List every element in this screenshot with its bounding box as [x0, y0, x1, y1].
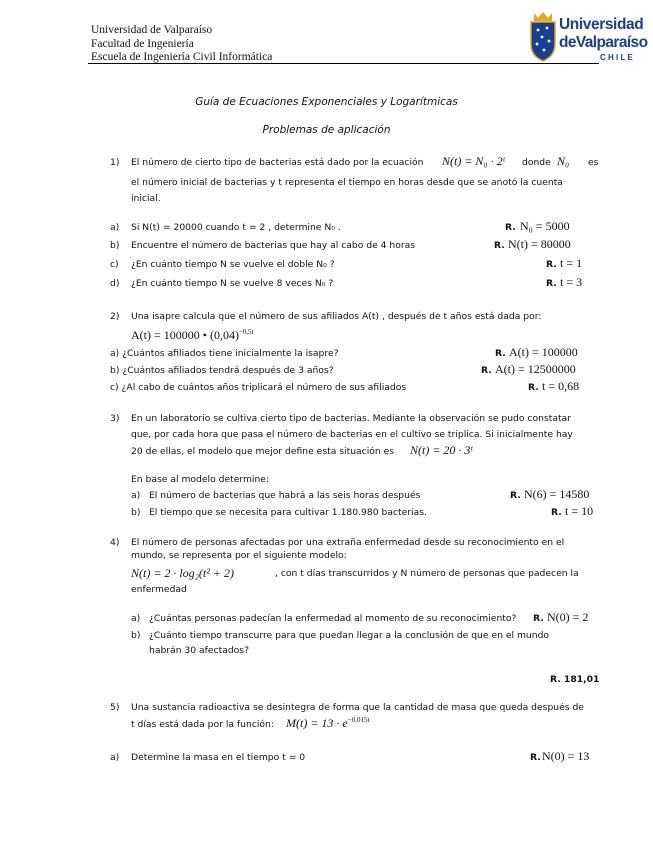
problem-4b-question-line-2: habrán 30 afectados? [149, 645, 249, 656]
problem-1d-question: ¿En cuánto tiempo N se vuelve 8 veces N₀ ? [131, 278, 334, 289]
problem-1b-r: R. [494, 240, 505, 251]
problem-2a-r: R. [495, 348, 506, 359]
problem-3b-question: El tiempo que se necesita para cultivar 1.180.980 bacterias. [149, 507, 427, 518]
problem-3b-answer: t = 10 [565, 504, 594, 518]
problem-5-line-1: Una sustancia radioactiva se desintegra de forma que la cantidad de masa que queda después de [131, 702, 584, 713]
problem-4a-label: a) [131, 613, 141, 624]
problem-1b-answer: N(t) = 80000 [508, 237, 571, 251]
problem-5a-question: Determine la masa en el tiempo t = 0 [131, 752, 306, 763]
institution-line-1: Universidad de Valparaíso [91, 24, 213, 36]
problem-2c-r: R. [528, 382, 539, 393]
problem-5-number: 5) [110, 702, 120, 713]
problem-5-equation [286, 716, 369, 731]
problem-5-line-2: t días está dada por la función: [131, 719, 274, 730]
problem-1c-answer: t = 1 [560, 256, 583, 270]
problem-1-line-3: inicial. [131, 193, 161, 204]
university-logo [528, 10, 648, 66]
problem-2-equation-exp: −0,5t [238, 328, 254, 336]
problem-1-n0: N₀ [557, 154, 570, 168]
problem-1d-label: d) [110, 278, 120, 289]
problem-5-equation-base: M(t) = 13 · e [286, 716, 348, 730]
problem-4-line-3: , con t días transcurridos y N número de personas que padecen la [275, 568, 579, 579]
problem-1-text-c: es [588, 157, 599, 168]
problem-4a-answer: N(0) = 2 [547, 610, 589, 624]
problem-3a-question: El número de bacterias que habrá a las seis horas después [149, 490, 421, 501]
problem-3-line-3: 20 de ellas, el modelo que mejor define esta situación es [131, 446, 395, 457]
problem-3a-answer: N(6) = 14580 [524, 487, 590, 501]
problem-2-line-1: Una isapre calcula que el número de sus afiliados A(t) , después de t años está dada por: [131, 311, 542, 322]
logo-text-line-3: C H I L E [600, 53, 633, 62]
header-rule [88, 63, 599, 64]
problem-2c-question: c) ¿Al cabo de cuántos años triplicará el número de sus afiliados [110, 382, 407, 393]
problem-2a-answer: A(t) = 100000 [509, 345, 578, 359]
problem-3a-r: R. [510, 490, 521, 501]
problem-1b-question: Encuentre el número de bacterias que hay al cabo de 4 horas [131, 240, 416, 251]
problem-1-text-a: El número de cierto tipo de bacterias está dado por la ecuación [131, 157, 424, 168]
problem-2b-question: b) ¿Cuántos afiliados tendrá después de 3 años? [110, 365, 334, 376]
problem-5a-label: a) [110, 752, 120, 763]
problem-5-equation-exp: −0,015t [347, 716, 370, 724]
problem-1a-answer: N₀ = 5000 [520, 219, 570, 233]
problem-4b-answer: R. 181,01 [550, 674, 600, 685]
problem-3-lead: En base al modelo determine: [131, 474, 270, 485]
problem-3a-label: a) [131, 490, 141, 501]
problem-4b-label: b) [131, 630, 141, 641]
problem-5a-answer: N(0) = 13 [542, 749, 590, 763]
problem-2a-question: a) ¿Cuántos afiliados tiene inicialmente la isapre? [110, 348, 339, 359]
problem-4-equation: N(t) = 2 · log₂(t² + 2) [131, 566, 234, 580]
problem-1a-r: R. [505, 222, 516, 233]
problem-1c-label: c) [110, 259, 119, 270]
problem-3-equation: N(t) = 20 · 3ᵗ [410, 443, 473, 457]
problem-4a-r: R. [533, 613, 544, 624]
problem-3-line-2: que, por cada hora que pasa el número de bacterias en el cultivo se triplica. Si inicialmente hay [131, 429, 573, 440]
problem-1-number: 1) [110, 157, 120, 168]
problem-2-number: 2) [110, 311, 120, 322]
problem-3b-r: R. [551, 507, 562, 518]
problem-4a-question: ¿Cuántas personas padecían la enfermedad al momento de su reconocimiento? [149, 613, 517, 624]
problem-4b-question-line-1: ¿Cuánto tiempo transcurre para que puedan llegar a la conclusión de que en el mundo [149, 630, 550, 641]
problem-2c-answer: t = 0,68 [542, 379, 580, 393]
problem-1-text-b: donde [522, 157, 551, 168]
problem-2b-answer: A(t) = 12500000 [495, 362, 576, 376]
problem-1b-label: b) [110, 240, 120, 251]
problem-1a-label: a) [110, 222, 120, 233]
problem-1d-r: R. [546, 278, 557, 289]
problem-3-number: 3) [110, 413, 120, 424]
problem-5a-r: R. [530, 752, 541, 763]
problem-2-equation-base: A(t) = 100000 • (0,04) [131, 328, 239, 342]
problem-4-number: 4) [110, 537, 120, 548]
problem-4-line-2: mundo, se representa por el siguiente modelo: [131, 550, 347, 561]
problem-4-line-4: enfermedad [131, 584, 187, 595]
problem-2b-r: R. [481, 365, 492, 376]
problem-1-equation: N(t) = N₀ · 2ᵗ [442, 154, 505, 168]
problem-1a-question: Si N(t) = 20000 cuando t = 2 , determine N₀ . [131, 222, 341, 233]
problem-1c-question: ¿En cuánto tiempo N se vuelve el doble N₀ ? [131, 259, 335, 270]
institution-line-2: Facultad de Ingeniería [91, 37, 194, 50]
problem-1c-r: R. [546, 259, 557, 270]
problem-3b-label: b) [131, 507, 141, 518]
page-title: Guía de Ecuaciones Exponenciales y Logarítmicas [195, 96, 458, 108]
problem-3-line-1: En un laboratorio se cultiva cierto tipo de bacterias. Mediante la observación se pudo constatar [131, 413, 571, 424]
page-subtitle: Problemas de aplicación [262, 124, 391, 136]
university-crest-icon [528, 10, 558, 62]
problem-4-line-1: El número de personas afectadas por una extraña enfermedad desde su reconocimiento en el [131, 537, 565, 548]
institution-line-3: Escuela de Ingeniería Civil Informática [91, 51, 273, 63]
problem-1-line-2: el número inicial de bacterias y t representa el tiempo en horas desde que se anotó la cuenta [131, 177, 563, 188]
problem-1d-answer: t = 3 [560, 275, 583, 289]
logo-text-line-1: Universidad [559, 16, 644, 33]
logo-text-line-2: deValparaíso [559, 34, 648, 51]
problem-2-equation [131, 328, 254, 343]
